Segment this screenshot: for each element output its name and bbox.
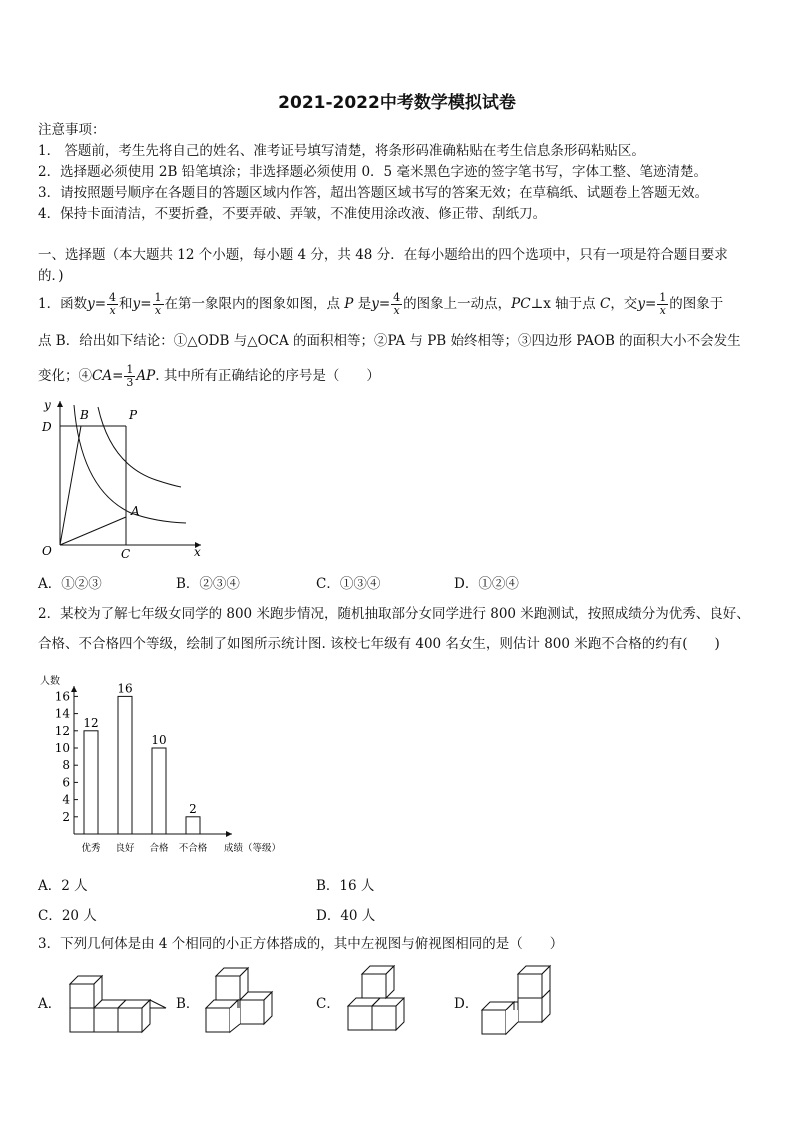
q2-stem-line1: 2．某校为了解七年级女同学的 800 米跑步情况，随机抽取部分女同学进行 800 米跑测试，按照成绩分为优秀、良好、	[38, 606, 750, 622]
q1-option-d[interactable]: D．①②④	[454, 576, 519, 592]
notice-item-3: 3．请按照题号顺序在各题目的答题区域内作答，超出答题区域书写的答案无效；在草稿纸、试题卷上答题无效。	[38, 185, 709, 201]
label-x: x	[194, 545, 201, 559]
bar-value-label: 2	[189, 801, 197, 816]
bar-value-label: 10	[151, 733, 167, 747]
section-heading-cont: 的．)	[38, 268, 64, 284]
y-tick-label: 6	[62, 775, 70, 790]
notice-heading: 注意事项：	[38, 122, 106, 138]
y-tick-label: 8	[62, 758, 70, 773]
notice-item-1: 1． 答题前，考生先将自己的姓名、准考证号填写清楚，将条形码准确粘贴在考生信息条形码粘贴区。	[38, 143, 645, 159]
q3-option-a[interactable]: A．	[38, 996, 62, 1012]
curve-1-over-x	[74, 405, 186, 523]
section-heading: 一、选择题（本大题共 12 个小题，每小题 4 分，共 48 分．在每小题给出的四个选项中，只有一项是符合题目要求	[38, 247, 728, 263]
notice-item-2: 2．选择题必须使用 2B 铅笔填涂；非选择题必须使用 0．5 毫米黑色字迹的签字笔书写，字体工整、笔迹清楚。	[38, 164, 707, 180]
q3-figure-c	[340, 962, 430, 1038]
y-tick-label: 10	[54, 741, 70, 755]
frac-1-over-3: $\frac{1}{3}$	[126, 363, 134, 389]
q2-option-a[interactable]: A．2 人	[38, 878, 88, 894]
page-title: 2021-2022中考数学模拟试卷	[278, 93, 516, 113]
q2-option-d[interactable]: D．40 人	[316, 908, 376, 924]
category-label: 合格	[149, 843, 169, 854]
q3-option-b[interactable]: B．	[176, 996, 200, 1012]
q2-option-b[interactable]: B．16 人	[316, 878, 375, 894]
frac-4-over-x: $\frac{4}{x}$	[109, 291, 117, 317]
y-tick-label: 16	[54, 689, 70, 704]
x-axis-label: 成绩（等级）	[224, 843, 282, 854]
notice-item-4: 4．保持卡面清洁，不要折叠，不要弄破、弄皱，不准使用涂改液、修正带、刮纸刀。	[38, 206, 547, 222]
y-tick-label: 4	[62, 792, 70, 807]
q1-stem-line3: 变化；④CA= $\frac{1}{3}$ AP. 其中所有正确结论的序号是（ ）	[38, 363, 380, 389]
y-tick-label: 12	[54, 723, 70, 738]
y-tick-label: 14	[54, 706, 70, 721]
q3-figure-d	[478, 962, 568, 1042]
label-D: D	[42, 420, 52, 434]
q3-figure-a	[62, 966, 172, 1038]
bar-不合格	[186, 817, 200, 834]
q2-bar-chart	[36, 672, 296, 862]
q1-function-graph	[36, 395, 206, 565]
q1-option-b[interactable]: B．②③④	[176, 576, 240, 592]
q2-stem-line2: 合格、不合格四个等级，绘制了如图所示统计图. 该校七年级有 400 名女生，则估计 800 米跑不合格的约有( )	[38, 636, 720, 652]
label-y: y	[44, 398, 51, 412]
bar-value-label: 16	[117, 681, 133, 696]
q1-option-a[interactable]: A．①②③	[38, 576, 102, 592]
label-O: O	[42, 544, 52, 558]
y-axis-label: 人数	[40, 676, 60, 687]
category-label: 优秀	[81, 843, 101, 854]
category-label: 良好	[115, 843, 135, 854]
curve-4-over-x	[98, 407, 181, 487]
bar-value-label: 12	[83, 715, 99, 730]
q3-option-c[interactable]: C．	[316, 996, 340, 1012]
bar-合格	[152, 748, 166, 834]
q3-stem: 3．下列几何体是由 4 个相同的小正方体搭成的，其中左视图与俯视图相同的是（ ）	[38, 936, 564, 952]
bar-良好	[118, 696, 132, 834]
q1-stem-line2: 点 B．给出如下结论：①△ODB 与△OCA 的面积相等；②PA 与 PB 始终相等；③四边形 PAOB 的面积大小不会发生	[38, 333, 741, 349]
label-P: P	[129, 408, 138, 422]
label-C: C	[121, 547, 131, 561]
label-B: B	[80, 408, 89, 422]
q1-stem-line1: 1．函数y= $\frac{4}{x}$ 和y= $\frac{1}{x}$ 在第一象限内的图象如图，点 P 是y= $\frac{4}{x}$ 的图象上一动点，PC⊥x 轴于点 C，交y= $\frac{1}{x}$ 的图象于	[38, 291, 724, 317]
frac-1-over-x: $\frac{1}{x}$	[154, 291, 162, 317]
category-label: 不合格	[178, 843, 208, 854]
q1-option-c[interactable]: C．①③④	[316, 576, 381, 592]
bar-优秀	[84, 731, 98, 834]
label-A: A	[131, 504, 140, 518]
q3-option-d[interactable]: D．	[454, 996, 479, 1012]
q3-figure-b	[200, 966, 290, 1038]
q2-option-c[interactable]: C．20 人	[38, 908, 97, 924]
y-tick-label: 2	[62, 809, 70, 824]
